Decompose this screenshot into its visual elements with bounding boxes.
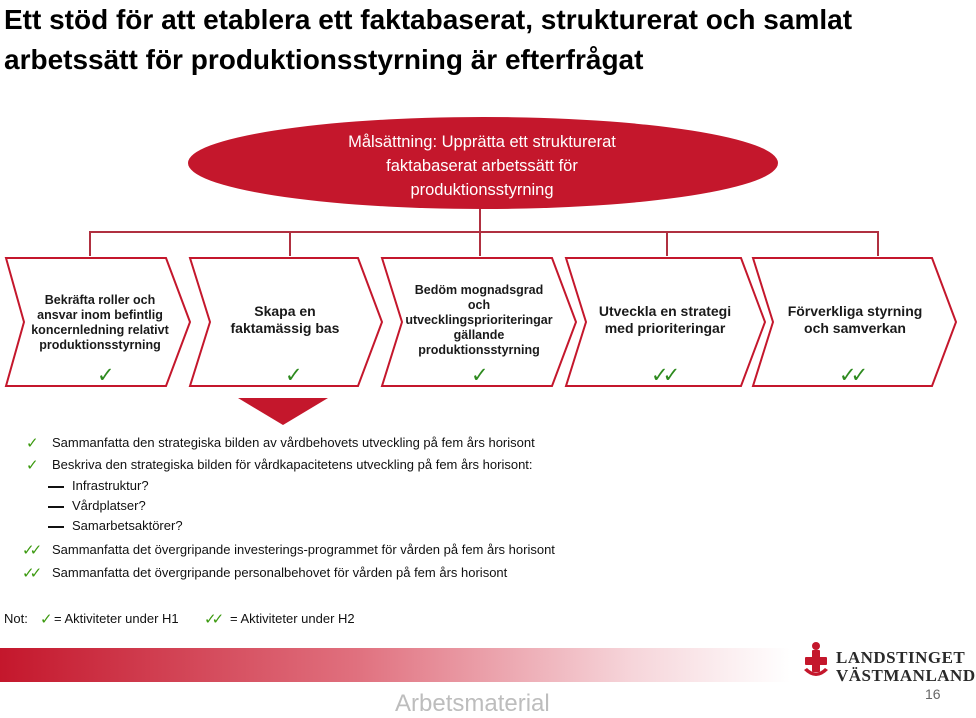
double-check-icon: ✓✓ (204, 610, 220, 628)
step-5-check-icon: ✓✓ (839, 363, 863, 387)
current-step-pointer (238, 398, 328, 425)
step-4-label: Utveckla en strategi med prioriteringar (598, 303, 732, 336)
step-1-label: Bekräfta roller och ansvar inom befintlig koncernledning relativt produktionsstyrning (31, 293, 169, 352)
step-2-label: Skapa en faktamässig bas (230, 303, 340, 336)
dash-bullet (48, 486, 64, 488)
note-h1: = Aktiviteter under H1 (54, 611, 179, 626)
check-icon: ✓ (26, 456, 39, 474)
step-1-check-icon: ✓ (97, 363, 115, 387)
page-title: Ett stöd för att etablera ett faktabaserat, strukturerat och samlat arbetssätt för produktionsstyrning är efterfrågat (4, 4, 853, 75)
double-check-icon: ✓✓ (22, 564, 38, 582)
goal-text: Målsättning: Upprätta ett strukturerat faktabaserat arbetssätt för produktionsstyrning (348, 133, 616, 199)
note-h2: = Aktiviteter under H2 (230, 611, 355, 626)
page-number: 16 (925, 686, 941, 702)
note-label: Not: (4, 611, 28, 626)
logo-text-line2: VÄSTMANLAND (836, 666, 976, 685)
connector-lines (90, 205, 878, 256)
watermark: Arbetsmaterial (395, 690, 550, 717)
step-3-label: Bedöm mognadsgrad och utvecklingsprioriteringar gällande produktionsstyrning (405, 282, 553, 357)
dash-bullet (48, 526, 64, 528)
single-check-icon: ✓ (40, 610, 53, 628)
step-5-label: Förverkliga styrning och samverkan (787, 303, 923, 336)
step-4-check-icon: ✓✓ (651, 363, 675, 387)
logo-text-line1: LANDSTINGET (836, 648, 966, 667)
check-icon: ✓ (26, 434, 39, 452)
double-check-icon: ✓✓ (22, 541, 38, 559)
footer-gradient-bar (0, 648, 790, 682)
dash-bullet (48, 506, 64, 508)
step-2-check-icon: ✓ (285, 363, 303, 387)
step-3-check-icon: ✓ (471, 363, 489, 387)
